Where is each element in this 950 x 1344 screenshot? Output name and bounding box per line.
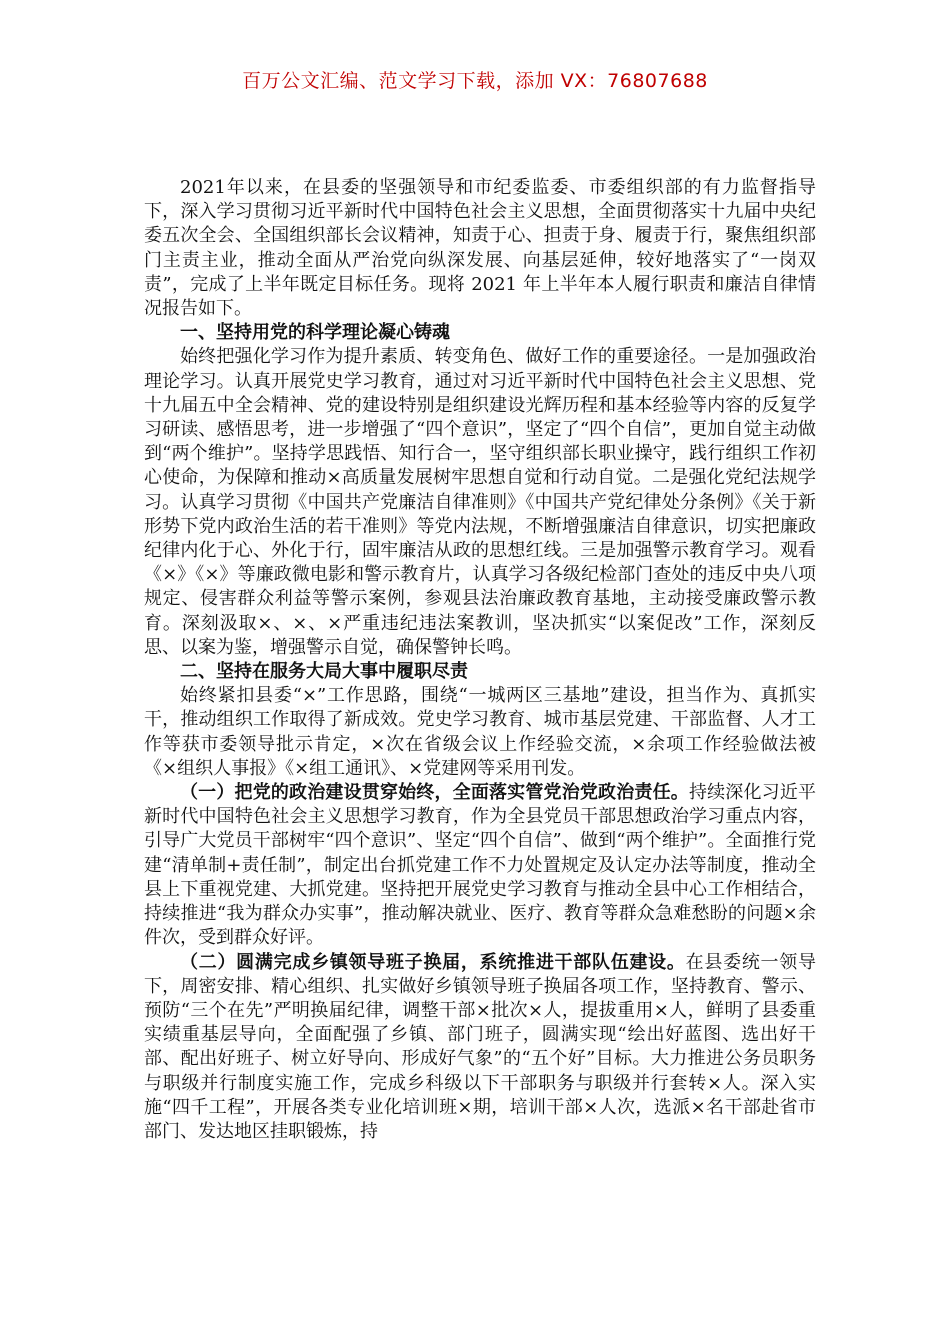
item-2-lead: （二）圆满完成乡镇领导班子换届，系统推进干部队伍建设。 [180,951,686,973]
section-heading-2: 二、坚持在服务大局大事中履职尽责 [180,661,468,683]
promo-banner: 百万公文汇编、范文学习下载，添加 VX：76807688 [242,70,708,92]
item-1-lead: （一）把党的政治建设贯穿始终，全面落实管党治党政治责任。 [180,782,689,804]
section-1-paragraph: 始终把强化学习作为提升素质、转变角色、做好工作的重要途径。一是加强政治理论学习。认真开展党史学习教育，通过对习近平新时代中国特色社会主义思想、党十九届五中全会精神、党的建设特别是组织建设光辉历程和基本经验等内容的反复学习研读、感悟思考，进一步增强了“四个意识”，坚定了“四个自信”，更加自觉主动做到“两个维护”。坚持学思践悟、知行合一，坚守组织部长职业操守，践行组织工作初心使命，为保障和推动×高质量发展树牢思想自觉和行动自觉。二是强化党纪法规学习。认真学习贯彻《中国共产党廉洁自律准则》《中国共产党纪律处分条例》《关于新形势下党内政治生活的若干准则》等党内法规，不断增强廉洁自律意识，切实把廉政纪律内化于心、外化于行，固牢廉洁从政的思想红线。三是加强警示教育学习。观看《×》《×》等廉政微电影和警示教育片，认真学习各级纪检部门查处的违反中央八项规定、侵害群众利益等警示案例，参观县法治廉政教育基地，主动接受廉政警示教育。深刻汲取×、×、×严重违纪违法案教训，坚决抓实“以案促改”工作，深刻反思、以案为鉴，增强警示自觉，确保警钟长鸣。 [144,346,816,658]
section-2-item-1 [144,781,816,950]
intro-paragraph: 2021年以来，在县委的坚强领导和市纪委监委、市委组织部的有力监督指导下，深入学习贯彻习近平新时代中国特色社会主义思想，全面贯彻落实十九届中央纪委五次全会、全国组织部长会议精神，知责于心、担责于身、履责于行，聚焦组织部门主责主业，推动全面从严治党向纵深发展、向基层延伸，较好地落实了“一岗双责”，完成了上半年既定目标任务。现将 2021 年上半年本人履行职责和廉洁自律情况报告如下。 [144,177,816,320]
report-body [144,176,816,1144]
item-1-text: 持续深化习近平新时代中国特色社会主义思想学习教育，作为全县党员干部思想政治学习重点内容，引导广大党员干部树牢“四个意识”、坚定“四个自信”、做到“两个维护”。全面推行党建“清单制+责任制”，制定出台抓党建工作不力处置规定及认定办法等制度，推动全县上下重视党建、大抓党建。坚持把开展党史学习教育与推动全县中心工作相结合，持续推进“我为群众办实事”，推动解决就业、医疗、教育等群众急难愁盼的问题×余件次，受到群众好评。 [144,782,817,949]
section-heading-1: 一、坚持用党的科学理论凝心铸魂 [180,322,450,344]
section-2-paragraph: 始终紧扣县委“×”工作思路，围绕“一城两区三基地”建设，担当作为、真抓实干，推动组织工作取得了新成效。党史学习教育、城市基层党建、干部监督、人才工作等获市委领导批示肯定，×次在省级会议上作经验交流，×余项工作经验做法被《×组织人事报》《×组工通讯》、×党建网等采用刊发。 [144,685,816,779]
section-2-item-2 [144,951,816,1145]
item-2-text: 在县委统一领导下，周密安排、精心组织、扎实做好乡镇领导班子换届各项工作，坚持教育、警示、预防“三个在先”严明换届纪律，调整干部×批次×人，提拔重用×人，鲜明了县委重实绩重基层导向，全面配强了乡镇、部门班子，圆满实现“绘出好蓝图、选出好干部、配出好班子、树立好导向、形成好气象”的“五个好”目标。大力推进公务员职务与职级并行制度实施工作，完成乡科级以下干部职务与职级并行套转×人。深入实施“四千工程”，开展各类专业化培训班×期，培训干部×人次，选派×名干部赴省市部门、发达地区挂职锻炼，持 [144,951,817,1142]
